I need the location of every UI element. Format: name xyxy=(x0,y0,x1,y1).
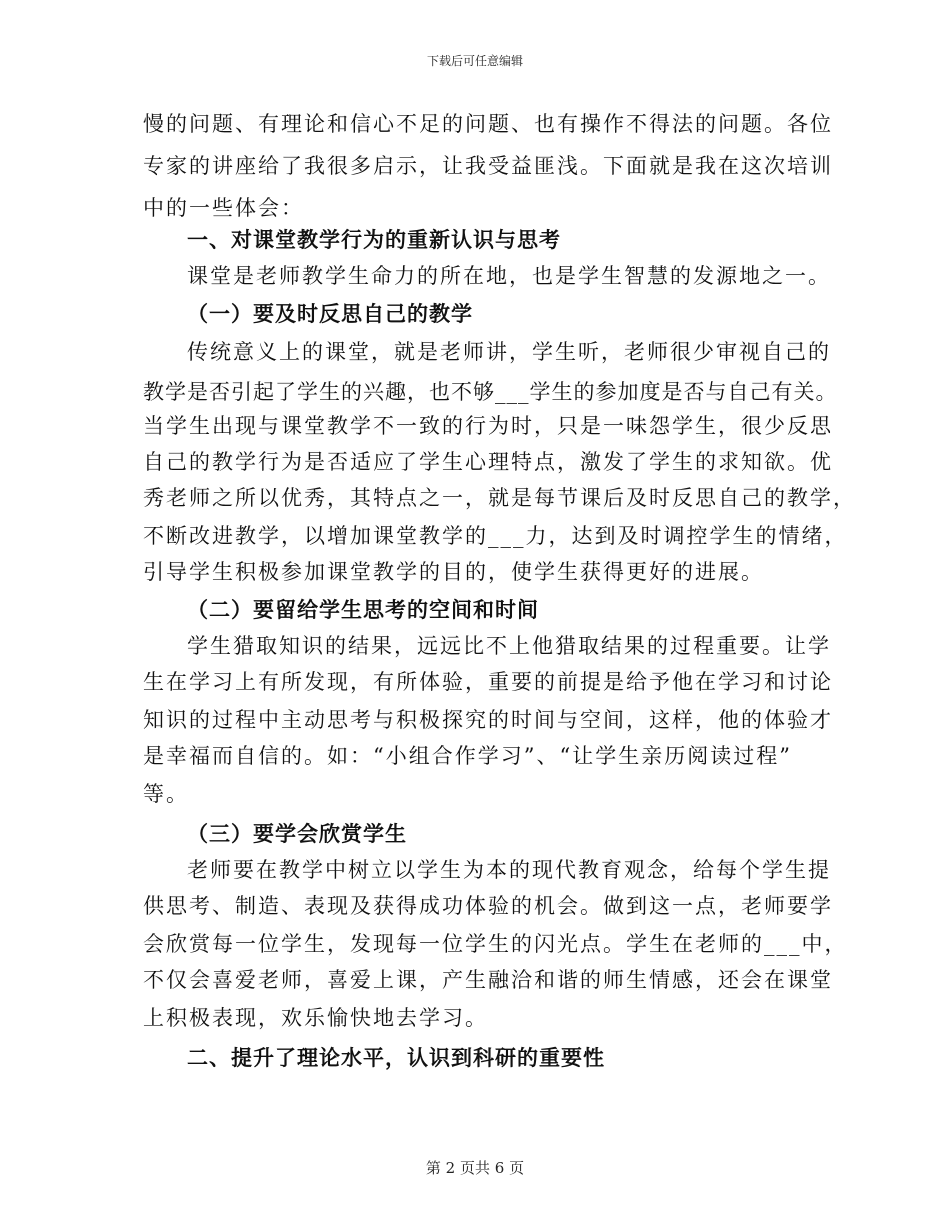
body-line: 教学是否引起了学生的兴趣，也不够___学生的参加度是否与自己有关。 xyxy=(143,380,838,404)
body-line: 上积极表现，欢乐愉快地去学习。 xyxy=(143,1006,488,1030)
body-line: 知识的过程中主动思考与积极探究的时间与空间，这样，他的体验才 xyxy=(143,708,833,732)
body-line: 学生猎取知识的结果，远远比不上他猎取结果的过程重要。让学 xyxy=(187,634,831,658)
body-line: 秀老师之所以优秀，其特点之一，就是每节课后及时反思自己的教学， xyxy=(143,486,856,510)
subsection-heading: （二）要留给学生思考的空间和时间 xyxy=(187,597,539,622)
body-line: 等。 xyxy=(143,782,189,806)
section-heading: 二、提升了理论水平，认识到科研的重要性 xyxy=(187,1045,605,1070)
body-line: 不断改进教学，以增加课堂教学的___力，达到及时调控学生的情绪， xyxy=(143,524,848,548)
body-line: 不仅会喜爱老师，喜爱上课，产生融洽和谐的师生情感，还会在课堂 xyxy=(143,968,833,992)
subsection-heading: （三）要学会欣赏学生 xyxy=(187,821,407,846)
body-line: 老师要在教学中树立以学生为本的现代教育观念，给每个学生提 xyxy=(187,858,831,882)
body-line: 慢的问题、有理论和信心不足的问题、也有操作不得法的问题。各位 xyxy=(143,112,833,136)
section-heading: 一、对课堂教学行为的重新认识与思考 xyxy=(187,227,561,252)
body-line: 供思考、制造、表现及获得成功体验的机会。做到这一点，老师要学 xyxy=(143,894,833,918)
body-line: 是幸福而自信的。如：“小组合作学习”、“让学生亲历阅读过程” xyxy=(143,744,792,768)
body-line: 课堂是老师教学生命力的所在地，也是学生智慧的发源地之一。 xyxy=(187,264,831,288)
body-line: 当学生出现与课堂教学不一致的行为时，只是一味怨学生，很少反思 xyxy=(143,414,833,438)
subsection-heading: （一）要及时反思自己的教学 xyxy=(187,301,473,326)
body-line: 生在学习上有所发现，有所体验，重要的前提是给予他在学习和讨论 xyxy=(143,670,833,694)
body-line: 中的一些体会： xyxy=(143,196,304,220)
body-line: 会欣赏每一位学生，发现每一位学生的闪光点。学生在老师的___中， xyxy=(143,932,848,956)
page-header: 下载后可任意编辑 xyxy=(426,54,523,68)
body-line: 传统意义上的课堂，就是老师讲，学生听，老师很少审视自己的 xyxy=(187,340,831,364)
body-line: 自己的教学行为是否适应了学生心理特点，激发了学生的求知欲。优 xyxy=(143,450,833,474)
body-line: 专家的讲座给了我很多启示，让我受益匪浅。下面就是我在这次培训 xyxy=(143,154,833,178)
page-footer: 第 2 页共 6 页 xyxy=(425,1159,525,1177)
body-line: 引导学生积极参加课堂教学的目的，使学生获得更好的进展。 xyxy=(143,560,764,584)
